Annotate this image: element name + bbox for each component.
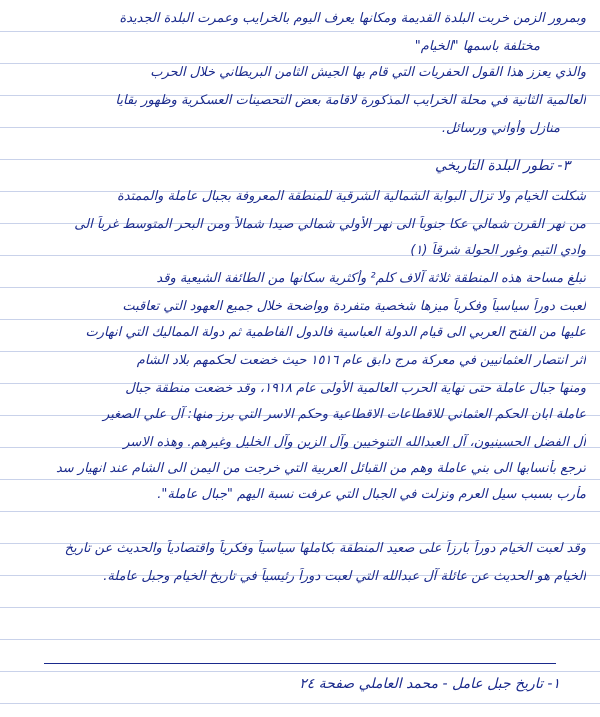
text-line: وبمرور الزمن خربت البلدة القديمة ومكانها يعرف اليوم بالخرايب وعمرت البلدة الجديدة bbox=[119, 11, 586, 26]
text-line: عاملة ابان الحكم العثماني للاقطاعات الاقطاعية وحكم الاسر التي برز منها: آل علي الصغير bbox=[103, 407, 586, 422]
text-line: آل الفضل الحسينيون، آل العبدالله التنوخيين وآل الزين وآل الخليل وغيرهم. وهذه الاسر bbox=[123, 435, 586, 450]
text-line: مختلفة باسمها "الخيام" bbox=[414, 39, 540, 54]
text-line: من نهر القرن شمالي عكا جنوباً الى نهر الأولي شمالي صيدا شمالاً ومن البحر المتوسط غرباً الى bbox=[74, 217, 586, 232]
footnote: ١- تاريخ جبل عامل - محمد العاملي صفحة ٢٤ bbox=[299, 676, 560, 692]
text-line: وقد لعبت الخيام دوراً بارزاً على صعيد المنطقة بكاملها سياسياً وفكرياً واقتصادياً والحديث عن تاريخ bbox=[64, 541, 586, 556]
text-line: ومنها جبال عاملة حتى نهاية الحرب العالمية الأولى عام ١٩١٨، وقد خضعت منطقة جبال bbox=[125, 381, 586, 396]
text-line: منازل وأواني ورسائل. bbox=[441, 121, 560, 136]
text-line: اثر انتصار العثمانيين في معركة مرج دابق عام ١٥١٦ حيث خضعت لحكمهم بلاد الشام bbox=[136, 353, 586, 368]
footnote-divider bbox=[44, 663, 556, 664]
section-heading: ٣- تطور البلدة التاريخي bbox=[434, 158, 570, 174]
text-line: العالمية الثانية في محلة الخرايب المذكورة لاقامة بعض التحصينات العسكرية وظهور بقايا bbox=[115, 93, 586, 108]
text-line: لعبت دوراً سياسياً وفكرياً ميزها شخصية متفردة وواضحة خلال جميع العهود التي تعاقبت bbox=[122, 299, 586, 314]
text-line: مأرب بسبب سيل العرم ونزلت في الجبال التي عرفت نسبة اليهم "جبال عاملة". bbox=[157, 487, 586, 502]
text-line: تبلغ مساحة هذه المنطقة ثلاثة آلاف كلم² وأكثرية سكانها من الطائفة الشيعية وقد bbox=[156, 271, 586, 286]
text-line: وادي التيم وغور الحولة شرقاً (١) bbox=[410, 243, 586, 258]
text-line: شكلت الخيام ولا تزال البوابة الشمالية الشرقية للمنطقة المعروفة بجبال عاملة والممتدة bbox=[116, 189, 586, 204]
text-line: الخيام هو الحديث عن عائلة آل عبدالله التي لعبت دوراً رئيسياً في تاريخ الخيام وجبل عاملة. bbox=[103, 569, 586, 584]
text-line: والذي يعزز هذا القول الحفريات التي قام بها الجيش الثامن البريطاني خلال الحرب bbox=[150, 65, 586, 80]
text-line: عليها من الفتح العربي الى قيام الدولة العباسية فالدول الفاطمية ثم دولة المماليك التي انهارت bbox=[85, 325, 586, 340]
text-line: ترجع بأنسابها الى بني عاملة وهم من القبائل العربية التي خرجت من اليمن الى الشام عند انهيار سد bbox=[55, 461, 586, 476]
